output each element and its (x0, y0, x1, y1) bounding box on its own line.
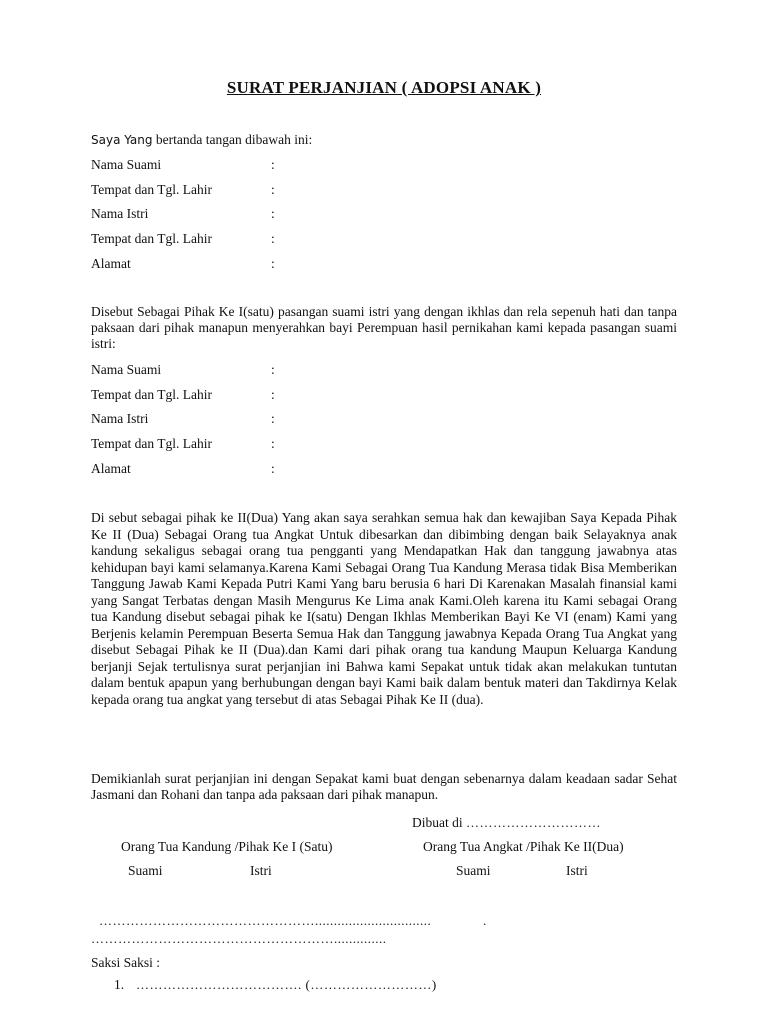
paragraph-pihak-2: Di sebut sebagai pihak ke II(Dua) Yang akan saya serahkan semua hak dan kewajiban Saya Kepada Pihak Ke II (Dua) Sebagai Orang tua Angkat Untuk dibesarkan dan dibimbing dengan baik Selayaknya anak kandung sekaligus sebagai orang tua pengganti yang Mendapatkan Hak dan tanggung jawabnya atas kehidupan bayi kami selamanya.Karena Kami Sebagai Orang Tua Kandung Merasa tidak Bisa Memberikan Tanggung Jawab Kami Kepada Putri Kami Yang baru berusia 6 hari Di Karenakan Masalah finansial kami yang Sangat Terbatas dengan Masih Mengurus Ke Lima anak Kami.Oleh karena itu Kami sebagai Orang tua Kandung disebut sebagai pihak ke I(satu) Dengan Ikhlas Memberikan Bayi Ke VI (enam) Kami yang Berjenis kelamin Perempuan Beserta Semua Hak dan Tanggung jawabnya Kepada Orang Tua Angkat yang disebut Sebagai Pihak ke II (Dua).dan Kami dari pihak orang tua kandung Maupun Keluarga Kandung berjanji Sejak tertulisnya surat perjanjian ini Bahwa kami Sepakat untuk tidak akan melakukan tuntutan dalam bentuk apapun yang berhubungan dengan bayi Kami baik dalam bentuk materi dan Takdirnya Kelak kepada orang tua angkat yang tersebut di atas Sebagai Pihak Ke II (dua). (91, 510, 677, 707)
field-label: Alamat (91, 461, 131, 476)
dibuat-dots: ………………………… (466, 815, 601, 830)
saksi-label: Saksi Saksi : (91, 955, 161, 970)
right-suami-label: Suami (456, 863, 491, 878)
field-colon: : (271, 461, 275, 476)
field-colon: : (271, 411, 275, 426)
left-suami-label: Suami (128, 863, 163, 878)
field-label: Tempat dan Tgl. Lahir (91, 436, 213, 451)
dibuat-di-line (412, 815, 601, 831)
field-label: Alamat (91, 256, 131, 271)
dibuat-label: Dibuat di (412, 815, 463, 830)
field-label: Nama Istri (91, 411, 149, 426)
document-title: SURAT PERJANJIAN ( ADOPSI ANAK ) (226, 78, 542, 97)
field-label: Nama Suami (91, 157, 162, 172)
field-label: Nama Istri (91, 206, 149, 221)
field-label: Tempat dan Tgl. Lahir (91, 182, 213, 197)
signature-dots-line-1: …………………………………………............................... (99, 913, 432, 928)
field-colon: : (271, 256, 275, 271)
paragraph-closing: Demikianlah surat perjanjian ini dengan Sepakat kami buat dengan sebenarnya dalam keadaan sadar Sehat Jasmani dan Rohani dan tanpa ada paksaan dari pihak manapun. (91, 771, 677, 803)
intro-prefix: Saya Yang (91, 133, 153, 147)
field-colon: : (271, 182, 275, 197)
right-istri-label: Istri (566, 863, 588, 878)
intro-line (91, 132, 312, 148)
left-istri-label: Istri (250, 863, 272, 878)
field-colon: : (271, 157, 275, 172)
field-label: Tempat dan Tgl. Lahir (91, 231, 213, 246)
field-colon: : (271, 206, 275, 221)
left-party-heading: Orang Tua Kandung /Pihak Ke I (Satu) (121, 839, 333, 854)
field-colon: : (271, 436, 275, 451)
field-label: Tempat dan Tgl. Lahir (91, 387, 213, 402)
signature-dots-line-1-end: . (483, 913, 487, 928)
field-colon: : (271, 362, 275, 377)
saksi-item-number: 1. (114, 977, 125, 992)
field-colon: : (271, 231, 275, 246)
right-party-heading: Orang Tua Angkat /Pihak Ke II(Dua) (423, 839, 624, 854)
intro-rest: bertanda tangan dibawah ini: (152, 132, 313, 147)
field-label: Nama Suami (91, 362, 162, 377)
field-colon: : (271, 387, 275, 402)
paragraph-pihak-1: Disebut Sebagai Pihak Ke I(satu) pasangan suami istri yang dengan ikhlas dan rela sepenuh hati dan tanpa paksaan dari pihak manapun menyerahkan bayi Perempuan hasil pernikahan kami kepada pasangan suami istri: (91, 304, 677, 352)
signature-dots-line-2: ……………………………………………….............. (91, 931, 387, 946)
saksi-item-dots: ………………………………. (………………………) (136, 977, 437, 992)
